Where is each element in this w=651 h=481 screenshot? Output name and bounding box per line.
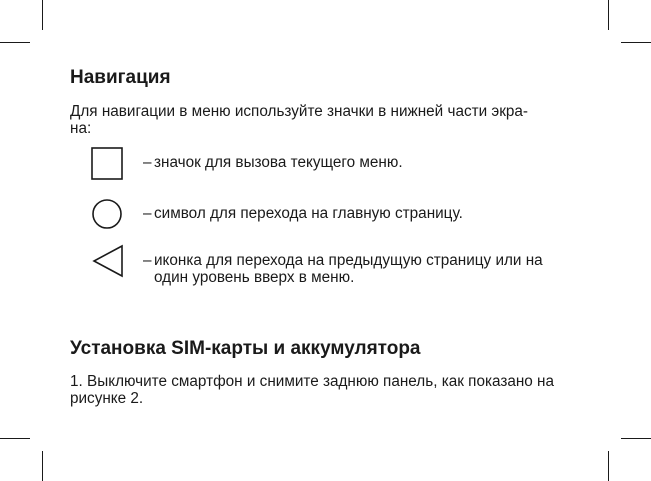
- circle-home-icon: [90, 196, 126, 232]
- triangle-back-icon: [90, 243, 126, 279]
- nav-item-menu-dash: –: [143, 154, 152, 171]
- crop-mark-bottom-left-horizontal: [0, 438, 30, 439]
- crop-mark-bottom-left: [42, 451, 43, 481]
- sim-install-step-1: 1. Выключите смартфон и снимите заднюю панель, как показано на рисунке 2.: [70, 373, 555, 407]
- crop-mark-bottom-right-horizontal: [621, 438, 651, 439]
- crop-mark-top-left: [42, 0, 43, 30]
- navigation-heading: Навигация: [70, 67, 171, 88]
- nav-item-home: [70, 196, 590, 236]
- crop-mark-top-right: [608, 0, 609, 30]
- nav-item-back: [70, 243, 590, 286]
- square-menu-icon: [90, 146, 126, 182]
- crop-mark-top-left-horizontal: [0, 42, 30, 43]
- nav-item-home-dash: –: [143, 205, 152, 222]
- nav-item-menu-label: значок для вызова текущего меню.: [154, 154, 403, 171]
- nav-item-back-dash: –: [143, 252, 152, 269]
- navigation-intro: Для навигации в меню используйте значки в нижней части экра- на:: [70, 103, 529, 137]
- nav-item-back-label: иконка для перехода на предыдущую страницу или на один уровень вверх в меню.: [154, 252, 543, 286]
- crop-mark-bottom-right: [608, 451, 609, 481]
- crop-mark-top-right-horizontal: [621, 42, 651, 43]
- nav-item-home-label: символ для перехода на главную страницу.: [154, 205, 463, 222]
- sim-install-heading: Установка SIM-карты и аккумулятора: [70, 338, 421, 359]
- nav-item-menu: [70, 146, 590, 186]
